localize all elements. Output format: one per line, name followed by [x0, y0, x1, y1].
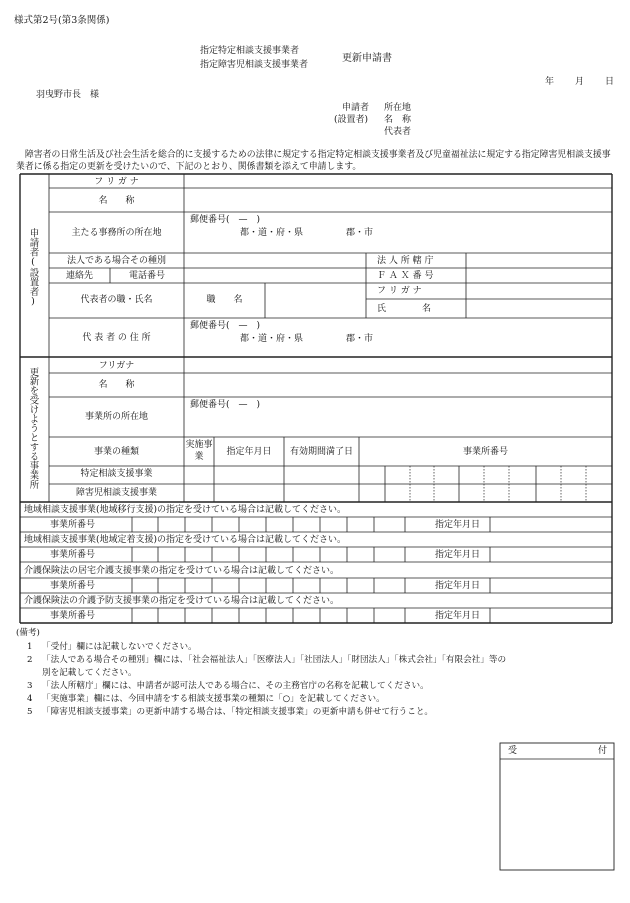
designation-date-label-2: 指定年月日	[435, 550, 481, 560]
service-row-child: 障害児相談支援事業	[75, 488, 157, 498]
rep-address-city: 郡・市	[346, 334, 374, 344]
remark-num-2: 2	[27, 655, 33, 665]
form-number: 様式第2号(第3条関係)	[14, 15, 110, 26]
contact-label: 連絡先	[65, 271, 93, 281]
applicant-location-label: 所在地	[384, 103, 412, 113]
remark-text-3: 「法人所轄庁」欄には、申請者が認可法人である場合に、その主務官庁の名称を記載してください。	[42, 681, 429, 691]
office-furigana-label: フリガナ	[98, 361, 135, 371]
service-row-specific: 特定相談支援事業	[80, 469, 153, 479]
applicant-label: 申請者	[342, 103, 370, 113]
reception-label: 受	[508, 746, 518, 756]
date-month: 月	[575, 77, 585, 87]
designation-number-label-2: 事業所番号	[50, 550, 96, 560]
designation-date-header: 指定年月日	[226, 447, 272, 457]
date-year: 年	[545, 77, 555, 87]
remark-num-1: 1	[27, 642, 33, 652]
designation-date-label-3: 指定年月日	[435, 581, 481, 591]
designation-date-label-1: 指定年月日	[435, 520, 481, 530]
designation-note-4: 介護保険法の介護予防支援事業の指定を受けている場合は記載してください。	[24, 596, 340, 606]
remark-text-2b: 別を記載してください。	[42, 668, 137, 678]
reception-stamp-area	[501, 760, 613, 869]
heading-line2: 指定障害児相談支援事業者	[200, 60, 309, 70]
remark-text-5: 「障害児相談支援事業」の更新申請する場合は、「特定相談支援事業」の更新申請も併せて行うこと。	[42, 707, 434, 717]
reception-label-2: 付	[598, 746, 608, 756]
remark-text-2: 「法人である場合その種別」欄には、「社会福祉法人」「医療法人」「社団法人」「財団法人」「株式会社」「有限会社」等の	[42, 655, 507, 665]
applicant-furigana-label: フ リ ガ ナ	[94, 177, 139, 187]
applicant-side-label: 申請者(設置者)	[27, 228, 39, 307]
main-office-prefecture: 都・道・府・県	[240, 228, 304, 238]
applicant-rep-label: 代表者	[384, 127, 412, 137]
phone-label: 電話番号	[128, 271, 165, 281]
implemented-header: 実施事業	[185, 440, 213, 462]
office-side-label: 更新を受けようとする事業所	[27, 367, 39, 490]
fax-label: Ｆ Ａ Ｘ 番 号	[377, 271, 434, 281]
rep-title-name-label: 代表者の職・氏名	[80, 295, 153, 305]
rep-furigana-label: フ リ ガ ナ	[377, 286, 422, 296]
applicant-name-label: 名 称	[384, 115, 412, 125]
document-title: 更新申請書	[342, 53, 392, 64]
office-location-label: 事業所の所在地	[84, 412, 148, 422]
addressee: 羽曳野市長 様	[36, 90, 100, 100]
remarks-title: (備考)	[16, 628, 40, 638]
designation-note-2: 地域相談支援事業(地域定着支援)の指定を受けている場合は記載してください。	[24, 535, 347, 545]
rep-name-label: 氏 名	[377, 304, 432, 314]
remark-text-1: 「受付」欄には記載しないでください。	[42, 642, 197, 652]
main-office-city: 郡・市	[346, 228, 374, 238]
intro-text: 障害者の日常生活及び社会生活を総合的に支援するための法律に規定する指定特定相談支援事業者及び児童福祉法に規定する指定障害児相談支援事業者に係る指定の更新を受けたいので、下記のとおり、関係書類を添えて申請します。	[16, 150, 611, 172]
date-day: 日	[605, 77, 615, 87]
remark-num-3: 3	[27, 681, 33, 691]
main-office-label: 主たる事務所の所在地	[71, 228, 162, 238]
designation-date-label-4: 指定年月日	[435, 611, 481, 621]
office-name-label: 名 称	[98, 380, 135, 390]
rep-address-label: 代 表 者 の 住 所	[82, 333, 151, 343]
main-office-postal: 郵便番号( — )	[190, 215, 261, 225]
rep-address-postal: 郵便番号( — )	[190, 321, 261, 331]
corp-type-label: 法人である場合その種別	[66, 256, 166, 266]
expiry-date-header: 有効期間満了日	[289, 447, 353, 457]
corp-authority-label: 法 人 所 轄 庁	[377, 256, 434, 266]
rep-address-prefecture: 都・道・府・県	[240, 334, 304, 344]
heading-line1: 指定特定相談支援事業者	[200, 46, 300, 56]
rep-title-label: 職 名	[206, 295, 243, 305]
applicant-label-sub: (設置者)	[334, 115, 369, 125]
remark-num-4: 4	[27, 694, 33, 704]
office-number-header: 事業所番号	[462, 447, 508, 457]
designation-note-1: 地域相談支援事業(地域移行支援)の指定を受けている場合は記載してください。	[24, 505, 347, 515]
service-type-header: 事業の種類	[93, 447, 139, 457]
remark-text-4: 「実施事業」欄には、今回申請をする相談支援事業の種類に「○」を記載してください。	[42, 694, 385, 704]
remark-num-5: 5	[27, 707, 33, 717]
applicant-name-label-cell: 名 称	[98, 196, 135, 206]
designation-number-label-4: 事業所番号	[50, 611, 96, 621]
designation-note-3: 介護保険法の居宅介護支援事業の指定を受けている場合は記載してください。	[24, 566, 340, 576]
office-postal: 郵便番号( — )	[190, 400, 261, 410]
designation-number-label-3: 事業所番号	[50, 581, 96, 591]
designation-number-label-1: 事業所番号	[50, 520, 96, 530]
